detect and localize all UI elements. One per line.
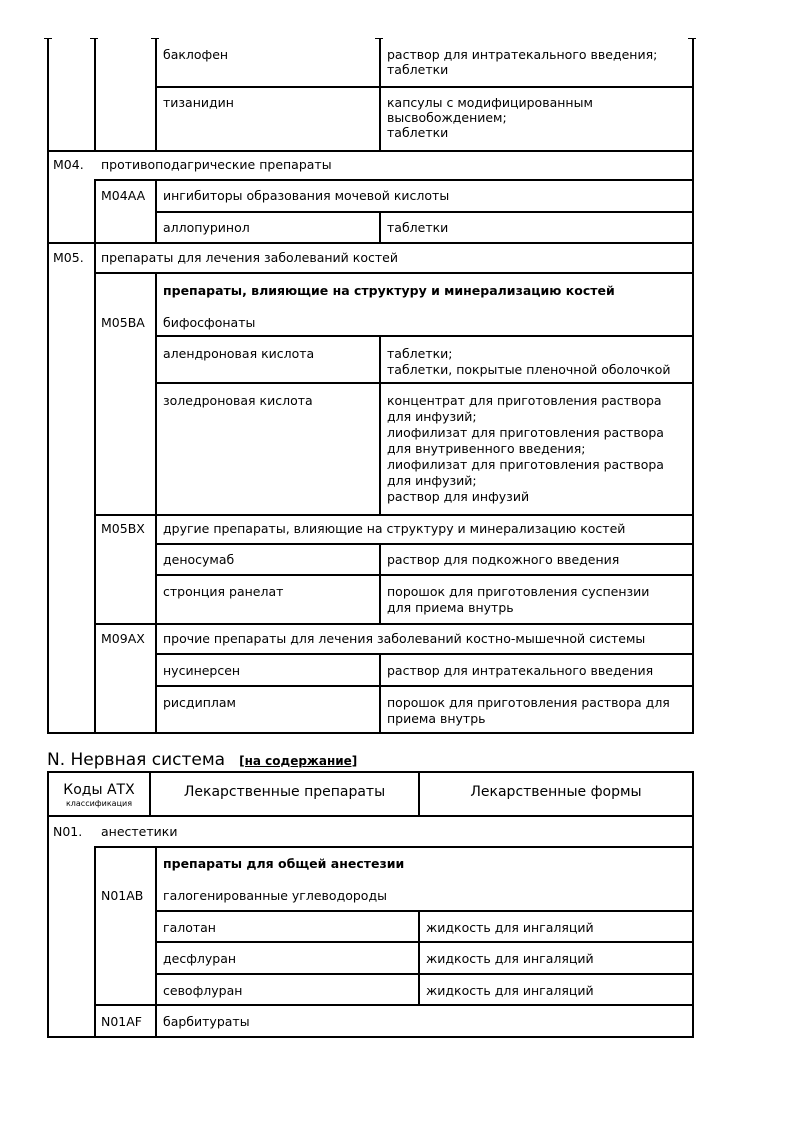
dosage-form: раствор для инфузий: [387, 489, 530, 504]
atc-subgroup-name: барбитураты: [163, 1014, 250, 1029]
dosage-form: концентрат для приготовления раствора: [387, 393, 662, 408]
table-border-bottom: [47, 1036, 694, 1038]
drug-name: тизанидин: [163, 95, 234, 110]
atc-subgroup-name: ингибиторы образования мочевой кислоты: [163, 188, 450, 203]
atc-group-name: противоподагрические препараты: [101, 157, 332, 172]
atc-subgroup-name: галогенированные углеводороды: [163, 888, 387, 903]
dosage-form: для приема внутрь: [387, 600, 514, 615]
atc-code: N01.: [53, 824, 83, 839]
atc-subgroup-name: прочие препараты для лечения заболеваний костно-мышечной системы: [163, 631, 646, 646]
dosage-form: таблетки: [387, 220, 449, 235]
top-tick: [151, 38, 159, 39]
atc-subgroup-name: бифосфонаты: [163, 315, 256, 330]
row-divider: [155, 910, 694, 912]
drug-column-divider: [155, 624, 157, 734]
atc-subcode: N01AF: [101, 1014, 142, 1029]
atc-code: M05.: [53, 250, 84, 265]
form-column-divider: [418, 910, 420, 1005]
top-tick: [688, 38, 696, 39]
drug-name: деносумаб: [163, 552, 235, 567]
atc-group-bold: препараты для общей анестезии: [163, 856, 405, 871]
code-column-divider: [94, 38, 96, 152]
dosage-form: таблетки: [387, 62, 449, 77]
atc-subcode: M09AX: [101, 631, 145, 646]
header-drugs: Лекарственные препараты: [183, 784, 386, 800]
row-divider: [94, 272, 694, 274]
atc-group-name: анестетики: [101, 824, 178, 839]
row-divider: [155, 211, 694, 213]
dosage-form: таблетки, покрытые пленочной оболочкой: [387, 362, 671, 377]
dosage-form: жидкость для ингаляций: [426, 920, 594, 935]
code-column-divider: [94, 846, 96, 1038]
dosage-form: для инфузий;: [387, 473, 477, 488]
table-border-top: [47, 771, 694, 773]
atc-subcode: M05BX: [101, 521, 145, 536]
atc-subgroup-name: другие препараты, влияющие на структуру и минерализацию костей: [163, 521, 626, 536]
dosage-form: раствор для подкожного введения: [387, 552, 620, 567]
top-tick: [44, 38, 52, 39]
header-codes-sub: классификация: [65, 799, 133, 808]
drug-name: баклофен: [163, 47, 229, 62]
row-divider: [94, 179, 694, 181]
dosage-form: порошок для приготовления суспензии: [387, 584, 650, 599]
drug-name: алендроновая кислота: [163, 346, 315, 361]
dosage-form: лиофилизат для приготовления раствора: [387, 457, 664, 472]
dosage-form: таблетки: [387, 125, 449, 140]
drug-column-divider: [155, 272, 157, 515]
row-divider: [155, 335, 694, 337]
dosage-form: для инфузий;: [387, 409, 477, 424]
row-divider: [155, 973, 694, 975]
row-divider: [155, 543, 694, 545]
drug-name: десфлуран: [163, 951, 237, 966]
drug-name: аллопуринол: [163, 220, 250, 235]
dosage-form: жидкость для ингаляций: [426, 951, 594, 966]
table-border-right: [692, 771, 694, 1038]
header-forms: Лекарственные формы: [470, 784, 642, 800]
row-divider: [155, 382, 694, 384]
row-divider: [47, 242, 694, 244]
dosage-form: лиофилизат для приготовления раствора: [387, 425, 664, 440]
form-column-divider: [379, 38, 381, 152]
row-divider: [94, 1004, 694, 1006]
section-title: N. Нервная система: [47, 750, 226, 770]
drug-name: севофлуран: [163, 983, 243, 998]
drug-column-divider: [155, 544, 157, 624]
top-tick: [90, 38, 98, 39]
row-divider: [155, 574, 694, 576]
row-divider: [155, 685, 694, 687]
header-codes: [49, 782, 149, 809]
drug-name: рисдиплам: [163, 695, 236, 710]
form-column-divider: [379, 211, 381, 243]
atc-subcode: M04AA: [101, 188, 146, 203]
dosage-form: порошок для приготовления раствора для: [387, 695, 670, 710]
dosage-form: жидкость для ингаляций: [426, 983, 594, 998]
atc-code: M04.: [53, 157, 84, 172]
atc-subcode: N01AB: [101, 888, 144, 903]
table-border-bottom: [47, 732, 694, 734]
top-tick: [375, 38, 383, 39]
toc-link[interactable]: [на содержание]: [239, 754, 358, 768]
code-column-divider: [94, 179, 96, 734]
row-divider: [94, 846, 694, 848]
form-column-divider: [379, 336, 381, 515]
drug-name: галотан: [163, 920, 216, 935]
section-heading: [47, 750, 357, 771]
row-divider: [94, 623, 694, 625]
table-border-right: [692, 38, 694, 734]
row-divider: [47, 150, 694, 152]
form-column-divider: [379, 544, 381, 624]
row-divider: [155, 653, 694, 655]
atc-group-name: препараты для лечения заболеваний костей: [101, 250, 398, 265]
dosage-form: капсулы с модифицированным: [387, 95, 593, 110]
dosage-form: для внутривенного введения;: [387, 441, 586, 456]
atc-group-bold: препараты, влияющие на структуру и минерализацию костей: [163, 283, 615, 298]
drug-column-divider: [155, 38, 157, 152]
drug-name: нусинерсен: [163, 663, 241, 678]
row-divider: [155, 86, 694, 88]
header-codes-label: Коды АТХ: [63, 782, 135, 798]
drug-name: стронция ранелат: [163, 584, 284, 599]
row-divider: [155, 941, 694, 943]
table-border-left: [47, 38, 49, 734]
dosage-form: таблетки;: [387, 346, 453, 361]
drug-column-divider: [155, 515, 157, 544]
dosage-form: приема внутрь: [387, 711, 486, 726]
table-border-left: [47, 771, 49, 1038]
form-column-divider: [379, 654, 381, 734]
drug-name: золедроновая кислота: [163, 393, 313, 408]
dosage-form: высвобождением;: [387, 110, 507, 125]
header-bottom: [47, 815, 694, 817]
row-divider: [94, 514, 694, 516]
dosage-form: раствор для интратекального введения: [387, 663, 654, 678]
dosage-form: раствор для интратекального введения;: [387, 47, 658, 62]
atc-subcode: M05BA: [101, 315, 145, 330]
